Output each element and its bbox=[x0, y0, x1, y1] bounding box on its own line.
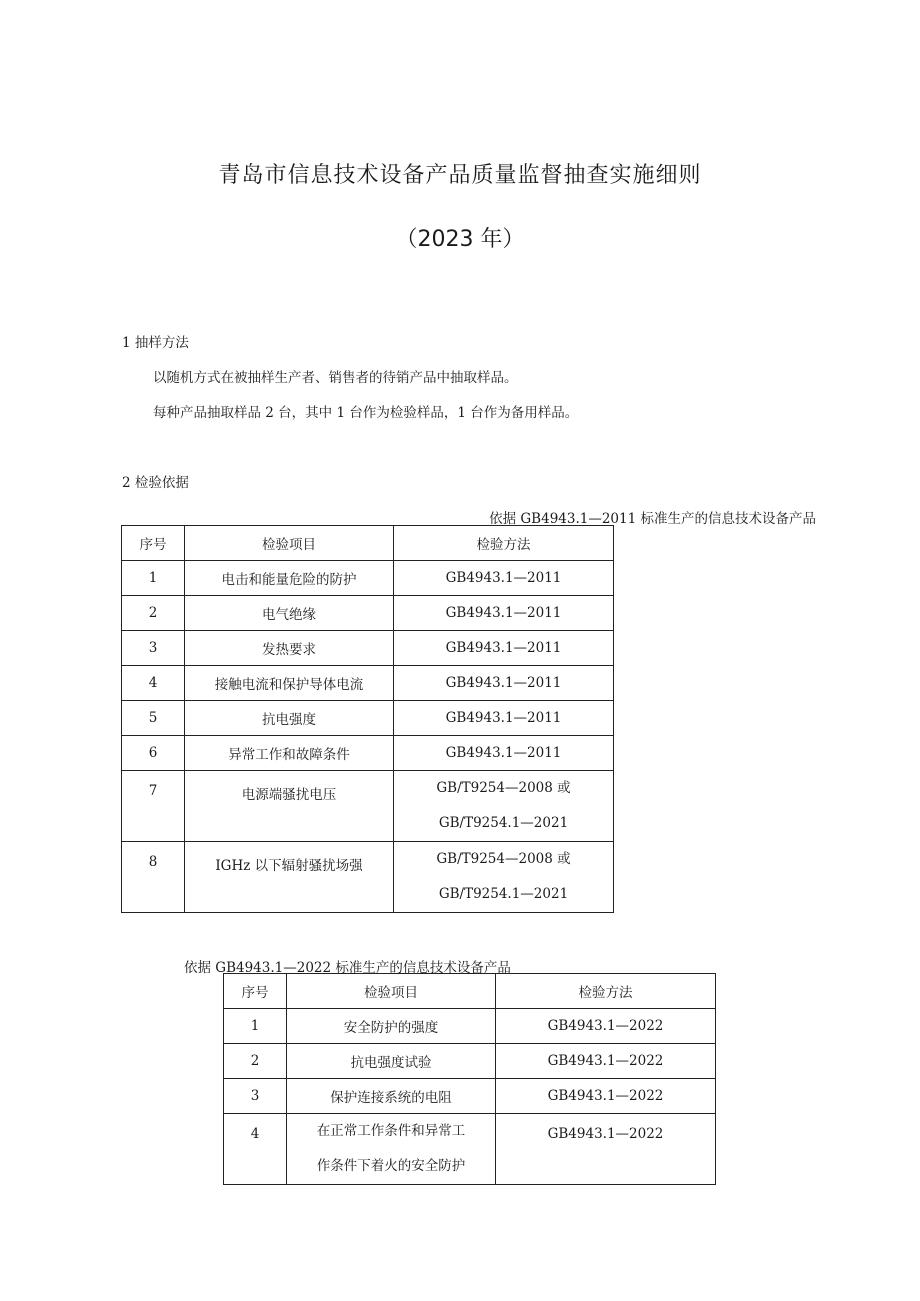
table-row bbox=[122, 771, 614, 842]
document-year: （2023 年） bbox=[395, 227, 525, 252]
table-row bbox=[224, 1114, 716, 1185]
method-line: GB/T9254—2008 或 bbox=[436, 780, 571, 796]
inspection-item: IGHz 以下辐射骚扰场强 bbox=[185, 842, 394, 913]
inspection-item: 电源端骚扰电压 bbox=[185, 771, 394, 842]
inspection-table-2011 bbox=[121, 525, 614, 913]
table-row bbox=[224, 1079, 716, 1114]
inspection-table-2022 bbox=[223, 973, 716, 1185]
item-line: 作条件下着火的安全防护 bbox=[316, 1158, 466, 1174]
inspection-item: 发热要求 bbox=[185, 631, 394, 666]
header-cell: 序号 bbox=[122, 526, 185, 561]
inspection-method: GB4943.1—2022 bbox=[496, 1079, 716, 1114]
inspection-method: GB4943.1—2022 bbox=[496, 1114, 716, 1185]
header-cell: 检验方法 bbox=[496, 974, 716, 1009]
inspection-item bbox=[287, 1114, 496, 1185]
inspection-method: GB4943.1—2011 bbox=[394, 561, 614, 596]
row-number: 1 bbox=[122, 561, 185, 596]
header-cell: 序号 bbox=[224, 974, 287, 1009]
header-cell: 检验方法 bbox=[394, 526, 614, 561]
table-caption: 依据 GB4943.1—2011 标准生产的信息技术设备产品 bbox=[489, 511, 816, 527]
inspection-method: GB4943.1—2011 bbox=[394, 736, 614, 771]
method-line: GB/T9254—2008 或 bbox=[436, 851, 571, 867]
row-number: 4 bbox=[224, 1114, 287, 1185]
table-row bbox=[224, 1009, 716, 1044]
row-number: 4 bbox=[122, 666, 185, 701]
table-row bbox=[122, 666, 614, 701]
inspection-method: GB4943.1—2011 bbox=[394, 631, 614, 666]
inspection-item: 抗电强度试验 bbox=[287, 1044, 496, 1079]
row-number: 1 bbox=[224, 1009, 287, 1044]
table-row bbox=[122, 842, 614, 913]
document-title: 青岛市信息技术设备产品质量监督抽查实施细则 bbox=[218, 163, 702, 188]
header-cell: 检验项目 bbox=[287, 974, 496, 1009]
table-row bbox=[122, 701, 614, 736]
paragraph: 以随机方式在被抽样生产者、销售者的待销产品中抽取样品。 bbox=[153, 370, 518, 386]
inspection-method: GB4943.1—2011 bbox=[394, 666, 614, 701]
table-row bbox=[122, 596, 614, 631]
row-number: 2 bbox=[122, 596, 185, 631]
inspection-method: GB4943.1—2011 bbox=[394, 596, 614, 631]
inspection-method bbox=[394, 771, 614, 842]
inspection-method bbox=[394, 842, 614, 913]
table-row bbox=[122, 736, 614, 771]
row-number: 7 bbox=[122, 771, 185, 842]
inspection-item: 抗电强度 bbox=[185, 701, 394, 736]
table-row bbox=[224, 1044, 716, 1079]
method-line: GB/T9254.1—2021 bbox=[438, 815, 569, 831]
inspection-method: GB4943.1—2022 bbox=[496, 1009, 716, 1044]
section-heading-sampling: 1 抽样方法 bbox=[122, 335, 189, 351]
inspection-item: 电气绝缘 bbox=[185, 596, 394, 631]
inspection-item: 异常工作和故障条件 bbox=[185, 736, 394, 771]
table-row bbox=[122, 631, 614, 666]
inspection-method: GB4943.1—2011 bbox=[394, 701, 614, 736]
inspection-item: 接触电流和保护导体电流 bbox=[185, 666, 394, 701]
row-number: 8 bbox=[122, 842, 185, 913]
table-header-row bbox=[122, 526, 614, 561]
row-number: 2 bbox=[224, 1044, 287, 1079]
inspection-item: 电击和能量危险的防护 bbox=[185, 561, 394, 596]
row-number: 3 bbox=[224, 1079, 287, 1114]
row-number: 3 bbox=[122, 631, 185, 666]
inspection-method: GB4943.1—2022 bbox=[496, 1044, 716, 1079]
row-number: 6 bbox=[122, 736, 185, 771]
section-heading-basis: 2 检验依据 bbox=[122, 475, 189, 491]
paragraph: 每种产品抽取样品 2 台，其中 1 台作为检验样品，1 台作为备用样品。 bbox=[153, 405, 579, 421]
table-row bbox=[122, 561, 614, 596]
table-header-row bbox=[224, 974, 716, 1009]
inspection-item: 保护连接系统的电阻 bbox=[287, 1079, 496, 1114]
item-line: 在正常工作条件和异常工 bbox=[316, 1123, 466, 1139]
row-number: 5 bbox=[122, 701, 185, 736]
table-caption: 依据 GB4943.1—2022 标准生产的信息技术设备产品 bbox=[184, 960, 511, 976]
inspection-item: 安全防护的强度 bbox=[287, 1009, 496, 1044]
header-cell: 检验项目 bbox=[185, 526, 394, 561]
method-line: GB/T9254.1—2021 bbox=[438, 886, 569, 902]
